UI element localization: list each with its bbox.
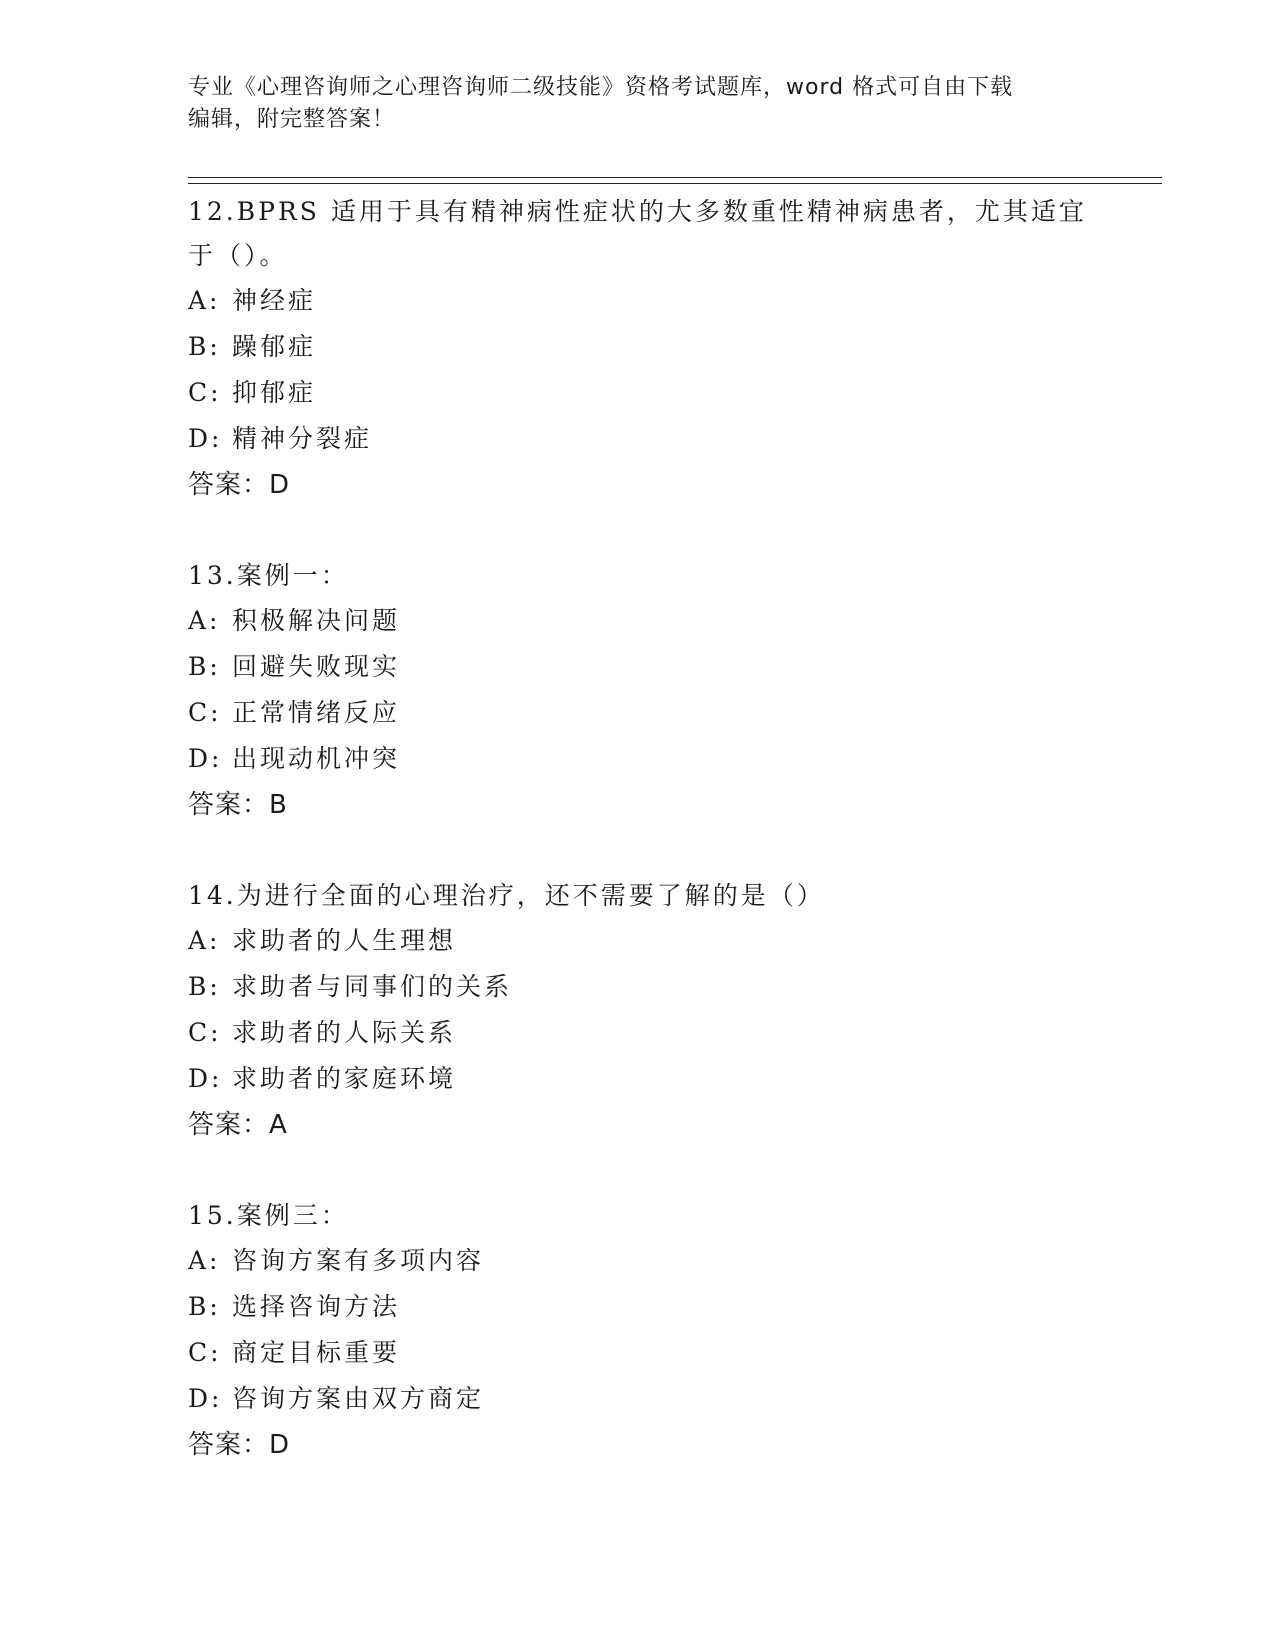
option-letter: B: bbox=[188, 972, 221, 1001]
option-c bbox=[188, 1330, 1168, 1376]
header-divider-top bbox=[188, 177, 1162, 178]
option-text: 商定目标重要 bbox=[232, 1338, 401, 1367]
option-text: 出现动机冲突 bbox=[232, 744, 401, 773]
option-letter: D: bbox=[188, 1384, 223, 1413]
option-text: 正常情绪反应 bbox=[232, 698, 401, 727]
option-text: 抑郁症 bbox=[232, 378, 317, 407]
option-text: 精神分裂症 bbox=[232, 424, 373, 453]
option-a bbox=[188, 918, 1168, 964]
option-b bbox=[188, 644, 1168, 690]
option-text: 回避失败现实 bbox=[232, 652, 401, 681]
option-a bbox=[188, 598, 1168, 644]
option-letter: C: bbox=[188, 1338, 222, 1367]
option-text: 咨询方案有多项内容 bbox=[232, 1246, 485, 1275]
answer-line: 答案：B bbox=[188, 790, 288, 820]
question-stem: 13.案例一： bbox=[188, 561, 349, 590]
question-stem: 12.BPRS 适用于具有精神病性症状的大多数重性精神病患者，尤其适宜于（）。 bbox=[188, 197, 1087, 270]
option-d bbox=[188, 736, 1168, 782]
header-line-2: 编辑，附完整答案！ bbox=[188, 107, 396, 132]
header-line-1: 专业《心理咨询师之心理咨询师二级技能》资格考试题库，word 格式可自由下载 bbox=[188, 75, 1014, 100]
question-stem: 15.案例三： bbox=[188, 1201, 349, 1230]
option-c bbox=[188, 690, 1168, 736]
answer-line: 答案：D bbox=[188, 470, 291, 500]
option-letter: B: bbox=[188, 1292, 221, 1321]
question-stem: 14.为进行全面的心理治疗，还不需要了解的是（） bbox=[188, 881, 825, 910]
option-letter: B: bbox=[188, 332, 221, 361]
question-12 bbox=[188, 190, 1168, 508]
question-13 bbox=[188, 554, 1168, 828]
answer-line: 答案：A bbox=[188, 1110, 288, 1140]
option-c bbox=[188, 1010, 1168, 1056]
option-letter: D: bbox=[188, 1064, 223, 1093]
option-text: 求助者的家庭环境 bbox=[232, 1064, 457, 1093]
option-text: 躁郁症 bbox=[232, 332, 317, 361]
option-a bbox=[188, 278, 1168, 324]
option-text: 求助者与同事们的关系 bbox=[232, 972, 513, 1001]
option-b bbox=[188, 1284, 1168, 1330]
option-letter: A: bbox=[188, 286, 221, 315]
option-b bbox=[188, 964, 1168, 1010]
option-c bbox=[188, 370, 1168, 416]
option-b bbox=[188, 324, 1168, 370]
option-d bbox=[188, 1056, 1168, 1102]
option-d bbox=[188, 416, 1168, 462]
option-letter: B: bbox=[188, 652, 221, 681]
question-15 bbox=[188, 1194, 1168, 1468]
answer-line: 答案：D bbox=[188, 1430, 291, 1460]
option-letter: C: bbox=[188, 1018, 222, 1047]
option-d bbox=[188, 1376, 1168, 1422]
option-text: 选择咨询方法 bbox=[232, 1292, 401, 1321]
option-text: 求助者的人生理想 bbox=[232, 926, 457, 955]
option-text: 咨询方案由双方商定 bbox=[232, 1384, 485, 1413]
question-14 bbox=[188, 874, 1168, 1148]
option-letter: A: bbox=[188, 606, 221, 635]
option-letter: C: bbox=[188, 698, 222, 727]
option-letter: A: bbox=[188, 926, 221, 955]
option-letter: C: bbox=[188, 378, 222, 407]
option-text: 神经症 bbox=[232, 286, 317, 315]
document-header bbox=[188, 72, 1088, 136]
question-list bbox=[188, 190, 1168, 1514]
option-text: 求助者的人际关系 bbox=[232, 1018, 457, 1047]
option-letter: D: bbox=[188, 744, 223, 773]
option-text: 积极解决问题 bbox=[232, 606, 401, 635]
option-a bbox=[188, 1238, 1168, 1284]
header-divider-bottom bbox=[188, 183, 1162, 184]
option-letter: A: bbox=[188, 1246, 221, 1275]
option-letter: D: bbox=[188, 424, 223, 453]
